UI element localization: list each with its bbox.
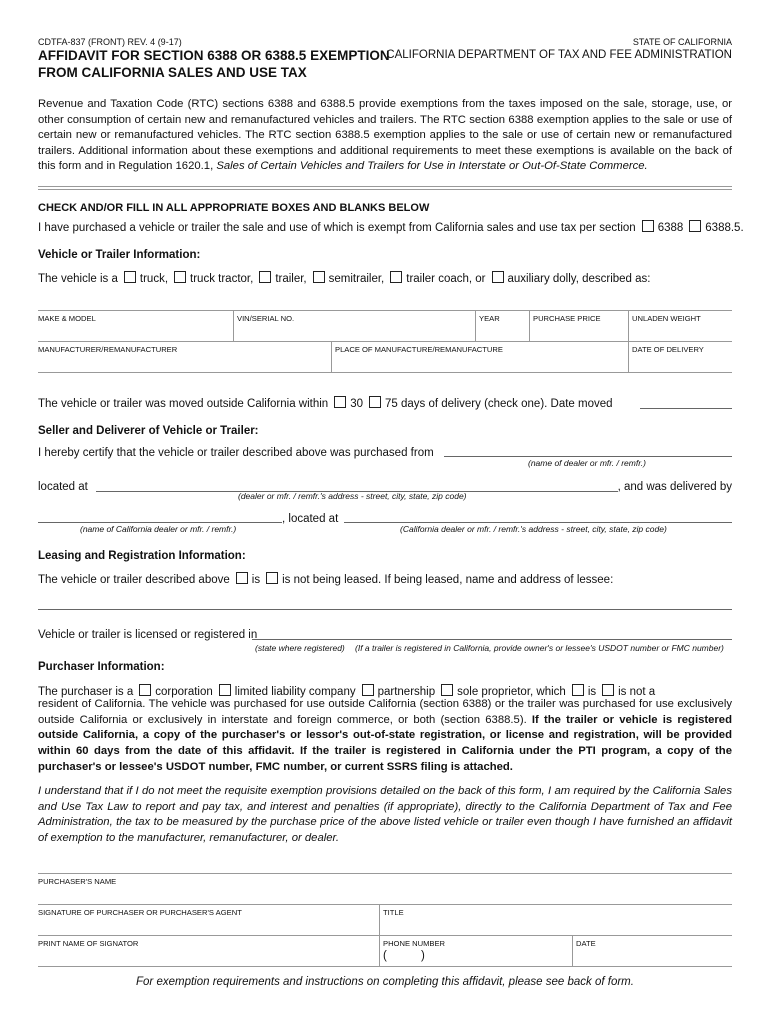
sig-rule [38,966,732,967]
sig-divider [379,904,380,966]
form-title-line2: FROM CALIFORNIA SALES AND USE TAX [38,65,307,80]
checkbox-6388[interactable] [642,220,654,232]
label-trailer: trailer, [275,273,307,285]
ca-dealer-input[interactable] [38,522,282,523]
label-auxiliary-dolly: auxiliary dolly, described as: [507,273,651,285]
certify-text: I hereby certify that the vehicle or trailer described above was purchased from [38,447,434,459]
exemption-section-row [38,220,744,234]
label-resident-is: is [587,686,597,698]
checkbox-semitrailer[interactable] [313,271,325,283]
understanding-statement: I understand that if I do not meet the requisite exemption provisions detailed on the back of this form, I am required by the California Sales and Use Tax Law to report and pay tax, and interest and penalties (if appropriate), directly to the California Department of Tax and Fee Administration, the tax to be measured by the purchase price of the above listed vehicle or trailer even though I have furnished an affidavit of exemption to the manufacturer, remanufacturer, or dealer. [38,785,732,844]
checkbox-truck-tractor[interactable] [174,271,186,283]
manufacturer-field[interactable]: MANUFACTURER/REMANUFACTURER [38,345,178,354]
delivery-date-field[interactable]: DATE OF DELIVERY [632,345,704,354]
form-title [38,47,390,81]
intro-text: Revenue and Taxation Code (RTC) sections 6388 and 6388.5 provide exemptions from the taxes imposed on the sale, storage, use, or other consumption of certain new and remanufactured vehicles and trailers. The RTC section 6388 exemption applies to the sale or use of certain new or remanufactured vehicles. The RTC section 6388.5 exemption applies to the sale or use of certain new or remanufactured trailers. Additional information about these exemptions and additional requirements to meet these exemptions is available on the back of this form and in Regulation 1620.1, [38,98,732,173]
sig-rule [38,873,732,874]
divider [38,189,732,190]
divider [38,186,732,187]
checkbox-is-leased[interactable] [236,572,248,584]
footer-note: For exemption requirements and instructions on completing this affidavit, please see back of form. [136,976,634,988]
purchaser-lead: The purchaser is a [38,686,134,698]
form-title-line1: AFFIDAVIT FOR SECTION 6388 OR 6388.5 EXEMPTION [38,48,390,63]
title-field[interactable]: TITLE [383,908,404,917]
sig-rule [38,935,732,936]
phone-open-paren: ( [383,950,387,962]
signature-field[interactable]: SIGNATURE OF PURCHASER OR PURCHASER'S AGENT [38,908,242,917]
label-truck-tractor: truck tractor, [190,273,254,285]
year-field[interactable]: YEAR [479,314,500,323]
unladen-weight-field[interactable]: UNLADEN WEIGHT [632,314,701,323]
address-caption: (dealer or mfr. / remfr.'s address - street, city, state, zip code) [238,491,467,501]
label-6388: 6388 [657,222,684,234]
ca-dealer-address-input[interactable] [344,522,732,523]
place-of-manufacture-field[interactable]: PLACE OF MANUFACTURE/REMANUFACTURE [335,345,503,354]
label-resident-is-not: is not a [618,686,656,698]
agency-name: CALIFORNIA DEPARTMENT OF TAX AND FEE ADMINISTRATION [386,49,732,61]
table-divider [475,310,476,341]
checkbox-6388-5[interactable] [689,220,701,232]
purchaser-heading: Purchaser Information: [38,661,165,673]
label-is: is [251,574,261,586]
purchaser-plain-text: resident of California. The vehicle was purchased for use outside California (section 6388) or the trailer was purchased for use exclusively outside California or exclusively in interstate and foreign commerce, or both (section 6388.5). [38,698,732,726]
vehicle-heading: Vehicle or Trailer Information: [38,249,201,261]
date-moved-input[interactable] [640,408,732,409]
purchaser-type-row [38,684,655,698]
checkbox-llc[interactable] [219,684,231,696]
checkbox-resident-is[interactable] [572,684,584,696]
label-semitrailer: semitrailer, [328,273,385,285]
sig-divider [572,935,573,966]
purchaser-bold-text: If the trailer or vehicle is registered outside California, a copy of the purchaser's or lessor's out-of-state registration, or license and registration, will be provided within 60 days from the date of this affidavit. If the trailer is registered in California under the PTI program, a copy of the purchaser's or lessee's USDOT number, FMC number, or current SSRS filing is attached. [38,713,732,773]
checkbox-sole-proprietor[interactable] [441,684,453,696]
regulation-title: Sales of Certain Vehicles and Trailers for Use in Interstate or Out-Of-State Commerce. [216,160,648,173]
vin-field[interactable]: VIN/SERIAL NO. [237,314,295,323]
checkbox-is-not-leased[interactable] [266,572,278,584]
sig-rule [38,904,732,905]
label-75: 75 days of delivery (check one). Date moved [384,398,613,410]
seller-heading: Seller and Deliverer of Vehicle or Trailer: [38,425,259,437]
leasing-lead: The vehicle or trailer described above [38,574,230,586]
moved-text: The vehicle or trailer was moved outside California within [38,398,329,410]
checkbox-partnership[interactable] [362,684,374,696]
make-model-field[interactable]: MAKE & MODEL [38,314,96,323]
purchase-price-field[interactable]: PURCHASE PRICE [533,314,601,323]
vehicle-lead: The vehicle is a [38,273,118,285]
label-llc: limited liability company [234,686,356,698]
label-6388-5: 6388.5. [705,222,744,234]
licensed-text: Vehicle or trailer is licensed or registered in [38,629,258,641]
usdot-caption: (If a trailer is registered in California, provide owner's or lessee's USDOT number or FMC number) [355,643,724,653]
label-sole-proprietor: sole proprietor, which [457,686,566,698]
label-trailer-coach: trailer coach, or [406,273,486,285]
label-corporation: corporation [155,686,213,698]
checkbox-trailer-coach[interactable] [390,271,402,283]
located-at-label: located at [38,481,88,493]
table-divider [529,310,530,341]
label-30: 30 [350,398,363,410]
purchaser-name-field[interactable]: PURCHASER'S NAME [38,877,117,886]
ca-dealer-caption: (name of California dealer or mfr. / remfr.) [80,524,237,534]
ca-address-caption: (California dealer or mfr. / remfr.'s address - street, city, state, zip code) [400,524,667,534]
label-truck: truck, [139,273,169,285]
registration-state-input[interactable] [252,639,732,640]
checkbox-30-days[interactable] [334,396,346,408]
lessee-input[interactable] [38,609,732,610]
label-is-not: is not being leased. If being leased, name and address of lessee: [282,574,614,586]
leasing-row [38,572,613,586]
checkbox-trailer[interactable] [259,271,271,283]
form-id: CDTFA-837 (FRONT) REV. 4 (9-17) [38,37,182,47]
label-partnership: partnership [377,686,436,698]
vehicle-type-row [38,271,650,285]
leasing-heading: Leasing and Registration Information: [38,550,246,562]
check-heading: CHECK AND/OR FILL IN ALL APPROPRIATE BOXES AND BLANKS BELOW [38,202,430,214]
table-rule [38,372,732,373]
checkbox-truck[interactable] [124,271,136,283]
print-name-field[interactable]: PRINT NAME OF SIGNATOR [38,939,139,948]
located-at-2: , located at [282,513,339,525]
dealer-caption: (name of dealer or mfr. / remfr.) [528,458,646,468]
intro-paragraph [38,97,732,175]
purchase-text: I have purchased a vehicle or trailer the sale and use of which is exempt from California sales and use tax per section [38,222,636,234]
table-divider [331,341,332,372]
phone-close-paren: ) [421,950,425,962]
state-caption: (state where registered) [255,643,345,653]
checkbox-auxiliary-dolly[interactable] [492,271,504,283]
checkbox-75-days[interactable] [369,396,381,408]
date-field[interactable]: DATE [576,939,596,948]
phone-field[interactable]: PHONE NUMBER [383,939,446,948]
checkbox-corporation[interactable] [139,684,151,696]
moved-row [38,396,613,410]
state-label: STATE OF CALIFORNIA [632,37,732,47]
table-divider [233,310,234,341]
checkbox-resident-is-not[interactable] [602,684,614,696]
table-divider [628,310,629,372]
dealer-name-input[interactable] [444,456,732,457]
purchaser-paragraph [38,697,732,776]
delivered-by-label: , and was delivered by [617,481,732,493]
